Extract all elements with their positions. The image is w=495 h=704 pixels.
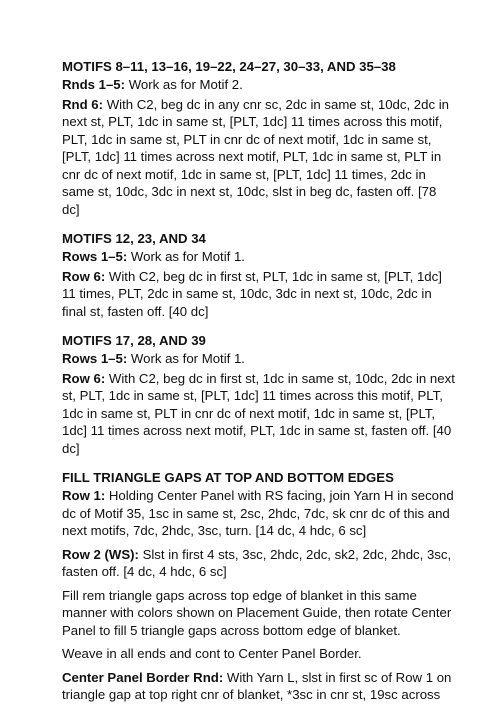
step-text: Weave in all ends and cont to Center Panel Border. [62,646,362,661]
step-label: Rnd 6: [62,96,104,112]
step-label: Rnds 1–5: [62,77,126,92]
section-motifs-12-23-34 [62,230,455,320]
step-label: Row 2 (WS): [62,546,139,562]
step-text: Holding Center Panel with RS facing, join Yarn H in second dc of Motif 35, 1sc in same st, 2sc, 2hdc, 7dc, sk cnr dc of this and next motifs, 7dc, 2hdc, 3sc, turn. [14 dc, 4 hdc, 6 sc] [62,488,454,538]
step-text: With C2, beg dc in any cnr sc, 2dc in same st, 10dc, 2dc in next st, PLT, 1dc in same st, [PLT, 1dc] 11 times across this motif, PLT, 1dc in same st, PLT in cnr dc of next motif, 1dc in same st, [PLT, 1dc] 11 times across next motif, PLT, 1dc in same st, PLT in cnr dc of next motif, 1dc in same st, [PLT, 1dc] 11 times, 2dc in same st, 10dc, 3dc in next st, 10dc, slst in beg dc, fasten off. [78 dc] [62,96,449,217]
section-heading: FILL TRIANGLE GAPS AT TOP AND BOTTOM EDGES [62,470,394,485]
instruction-paragraph [62,268,455,321]
instruction-paragraph [62,546,455,581]
step-label: Rows 1–5: [62,351,128,366]
instruction-paragraph [62,370,455,458]
step-text: Work as for Motif 1. [127,351,245,366]
step-text: With C2, beg dc in first st, 1dc in same st, 10dc, 2dc in next st, PLT, 1dc in same st, [PLT, 1dc] 11 times across this motif, PLT, 1dc in same st, PLT in cnr dc of next motif, 1dc in same st, [PLT, 1dc] 11 times across next motif, PLT, 1dc in same st, fasten off. [40 dc] [62,370,455,456]
section-fill-triangle-gaps [62,469,455,704]
section-motifs-8-38 [62,58,455,218]
step-label: Row 1: [62,488,106,503]
instruction-paragraph [62,76,455,94]
step-label: Row 6: [62,370,106,386]
step-text: With Yarn L, slst in first sc of Row 1 on triangle gap at top right cnr of blanket, *3sc in cnr st, 19sc across [62,669,452,702]
step-text: Fill rem triangle gaps across top edge of blanket in this same manner with colors shown on Placement Guide, then rotate Center Panel to fill 5 triangle gaps across bottom edge of blanket. [62,587,452,638]
section-heading: MOTIFS 12, 23, AND 34 [62,231,206,246]
instruction-paragraph [62,248,455,266]
instruction-paragraph [62,669,455,704]
instruction-paragraph [62,350,455,368]
section-heading: MOTIFS 17, 28, AND 39 [62,333,206,348]
step-text: With C2, beg dc in first st, PLT, 1dc in same st, [PLT, 1dc] 11 times, PLT, 2dc in same st, 10dc, 3dc in next st, 10dc, 2dc in final st, fasten off. [40 dc] [62,268,442,319]
instruction-paragraph [62,96,455,219]
section-heading: MOTIFS 8–11, 13–16, 19–22, 24–27, 30–33, AND 35–38 [62,59,396,74]
step-text: Work as for Motif 1. [127,249,245,264]
step-label: Center Panel Border Rnd: [62,669,224,685]
instruction-paragraph [62,587,455,640]
step-label: Row 6: [62,268,106,284]
step-label: Rows 1–5: [62,249,128,264]
step-text: Work as for Motif 2. [125,77,243,92]
instruction-paragraph [62,487,455,540]
step-text: Slst in first 4 sts, 3sc, 2hdc, 2dc, sk2, 2dc, 2hdc, 3sc, fasten off. [4 dc, 4 hdc, 6 sc] [62,546,452,579]
instruction-paragraph [62,645,455,663]
section-motifs-17-28-39 [62,332,455,457]
